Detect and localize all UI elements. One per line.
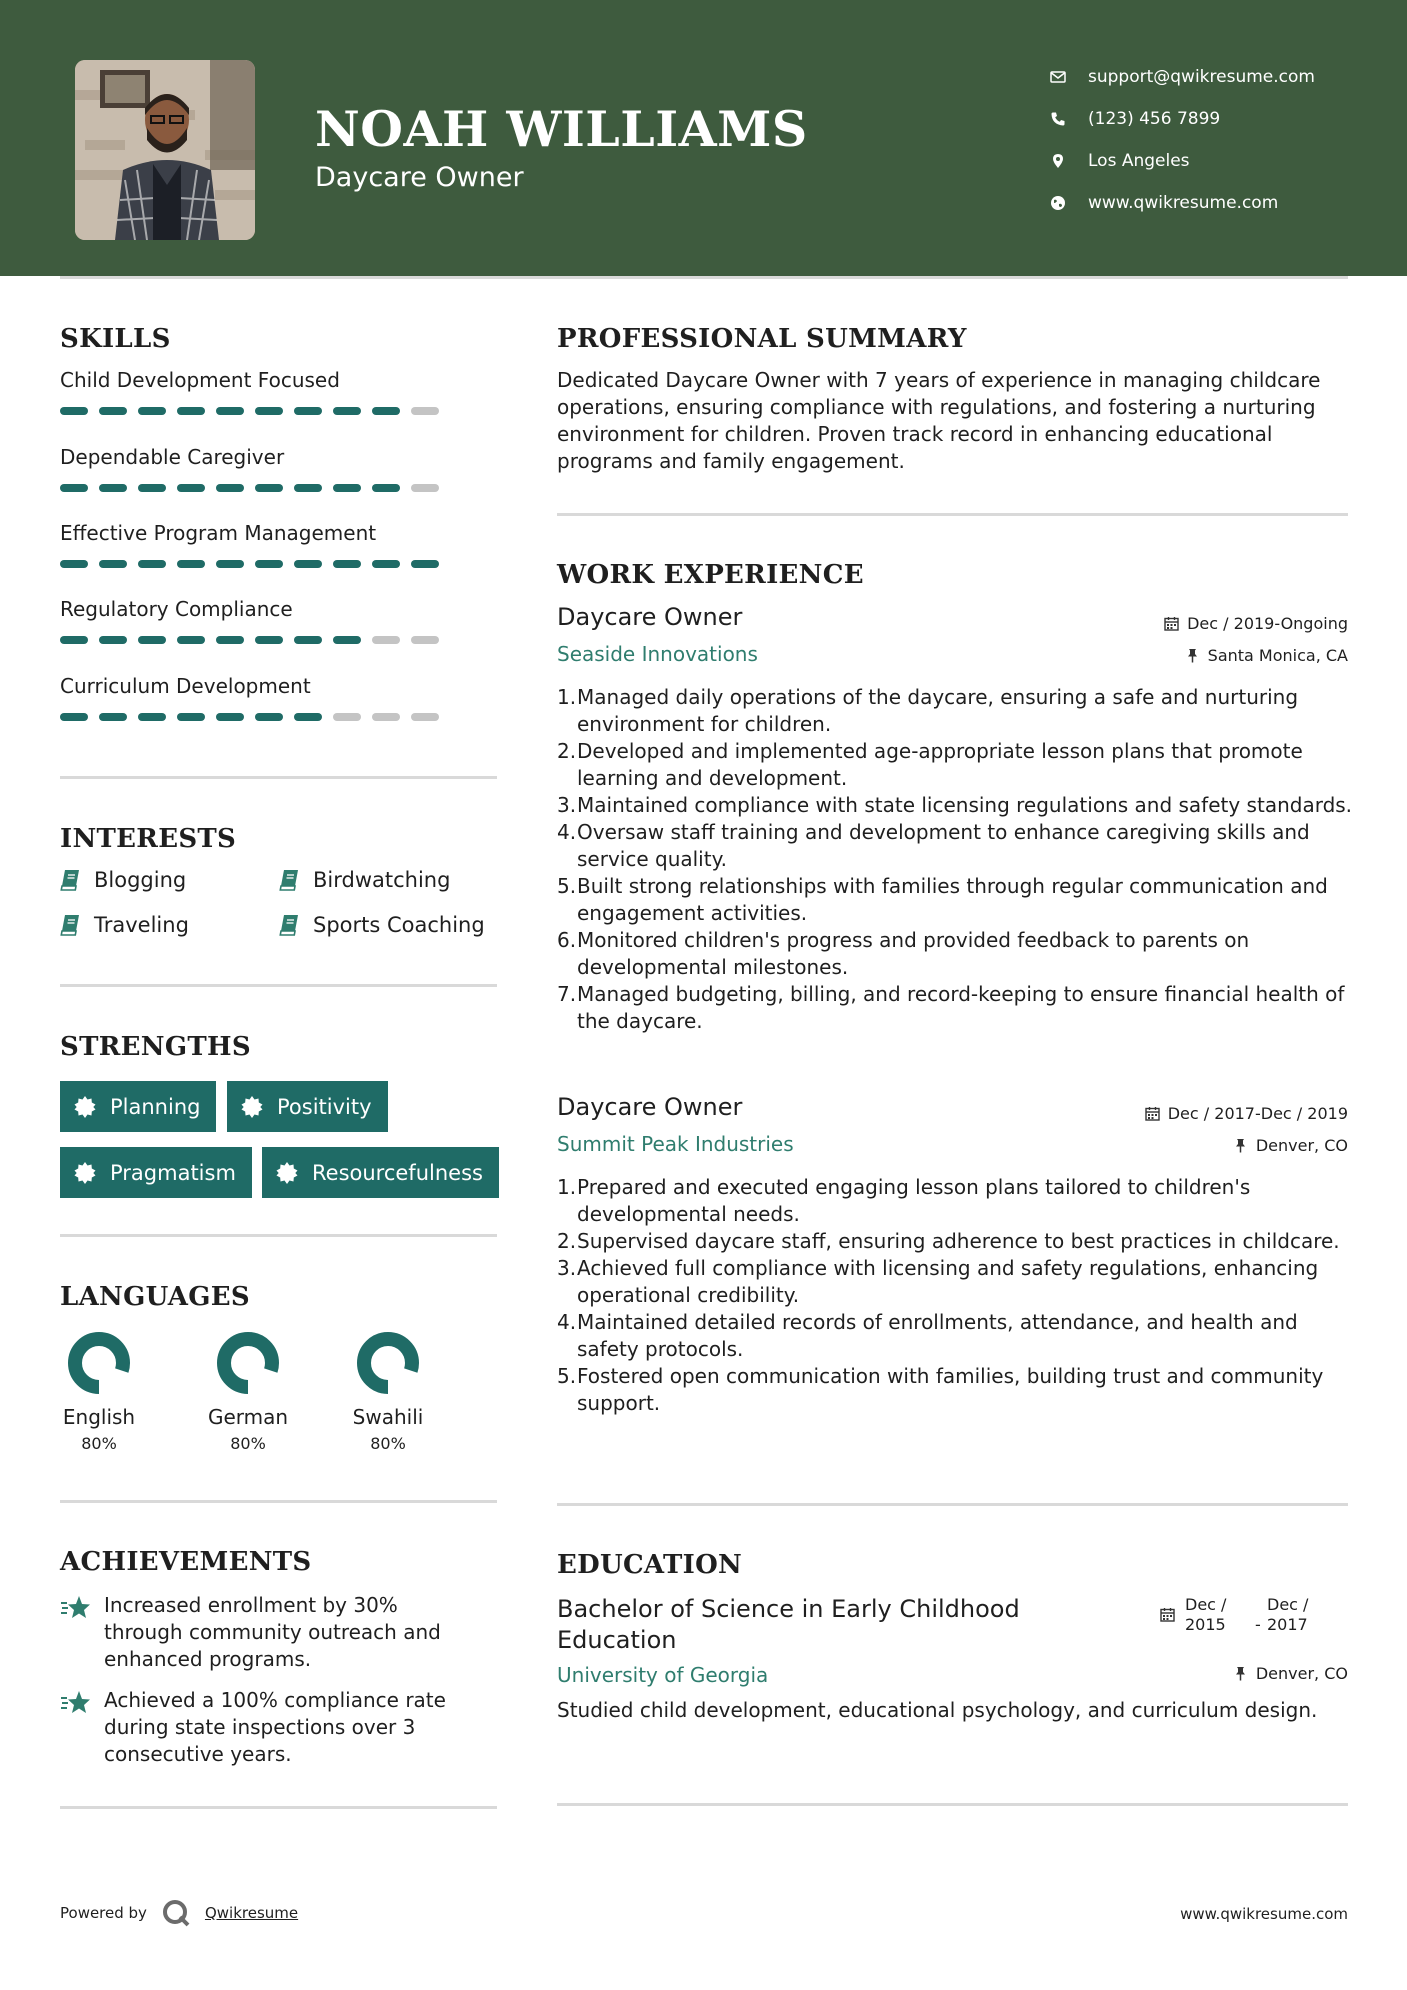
interest-item xyxy=(279,868,450,892)
skill-dash-filled xyxy=(372,484,400,492)
skill-dash-filled xyxy=(216,407,244,415)
contact-website-text: www.qwikresume.com xyxy=(1088,193,1279,213)
strength-tag xyxy=(262,1147,499,1198)
company-name: Summit Peak Industries xyxy=(557,1132,794,1156)
job-title: Daycare Owner xyxy=(557,1093,743,1121)
duty-item xyxy=(557,684,1357,738)
language-name: Swahili xyxy=(352,1405,424,1429)
date-separator xyxy=(1255,1595,1267,1635)
resume-header xyxy=(0,0,1407,276)
book-icon xyxy=(60,914,80,936)
powered-by-text: Powered by xyxy=(60,1904,147,1922)
skill-dash-filled xyxy=(138,560,166,568)
job-duties-list xyxy=(557,684,1357,1035)
interest-label: Traveling xyxy=(94,913,189,937)
skill-dash-empty xyxy=(372,636,400,644)
skill-dash-filled xyxy=(99,560,127,568)
section-divider xyxy=(557,1503,1348,1506)
skill-dash-filled xyxy=(177,560,205,568)
skill-dash-filled xyxy=(216,484,244,492)
duty-item xyxy=(557,1228,1357,1255)
interest-label: Sports Coaching xyxy=(313,913,485,937)
skill-dash-filled xyxy=(255,407,283,415)
duty-text: Built strong relationships with families through regular communication and engagement activities. xyxy=(577,874,1328,925)
job-dates-text: Dec / 2017-Dec / 2019 xyxy=(1167,1104,1348,1123)
company-name: Seaside Innovations xyxy=(557,642,758,666)
language-item xyxy=(328,1331,448,1453)
skill-dash-filled xyxy=(333,636,361,644)
skill-dash-filled xyxy=(60,636,88,644)
degree-line-1: Bachelor of Science in Early Childhood xyxy=(557,1595,1020,1623)
duty-text: Monitored children's progress and provided feedback to parents on developmental milestones. xyxy=(577,928,1250,979)
achievement-text: Achieved a 100% compliance rate during state inspections over 3 consecutive years. xyxy=(104,1688,446,1766)
section-divider xyxy=(60,1234,497,1237)
contact-website[interactable] xyxy=(1050,182,1315,224)
section-divider xyxy=(557,513,1348,516)
skill-rating xyxy=(60,484,439,492)
duty-number: 5. xyxy=(557,874,577,898)
strength-tag xyxy=(60,1081,216,1132)
duty-item xyxy=(557,738,1357,792)
footer-powered-by xyxy=(60,1898,298,1928)
duty-number: 3. xyxy=(557,793,577,817)
achievement-item xyxy=(60,1592,480,1673)
skill-item xyxy=(60,521,460,545)
education-location-text: Denver, CO xyxy=(1255,1664,1348,1683)
section-divider xyxy=(60,776,497,779)
skill-dash-empty xyxy=(411,484,439,492)
strength-label: Pragmatism xyxy=(110,1160,236,1185)
skill-dash-filled xyxy=(60,407,88,415)
achievement-item xyxy=(60,1687,480,1768)
skill-dash-filled xyxy=(177,713,205,721)
job-dates xyxy=(1164,614,1348,633)
language-percent: 80% xyxy=(230,1434,266,1453)
duty-number: 1. xyxy=(557,685,577,709)
badge-icon xyxy=(241,1096,263,1118)
duty-text: Prepared and executed engaging lesson plans tailored to children's developmental needs. xyxy=(577,1175,1251,1226)
location-pin-icon xyxy=(1050,153,1066,169)
skill-dash-filled xyxy=(99,636,127,644)
duty-number: 4. xyxy=(557,1310,577,1334)
duty-number: 4. xyxy=(557,820,577,844)
duty-item xyxy=(557,1174,1357,1228)
skill-dash-filled xyxy=(333,484,361,492)
interest-item xyxy=(60,868,186,892)
contact-phone-text: (123) 456 7899 xyxy=(1088,109,1221,129)
duty-number: 7. xyxy=(557,982,577,1006)
contact-location xyxy=(1050,140,1315,182)
skill-item xyxy=(60,597,460,621)
section-divider xyxy=(557,1803,1348,1806)
skill-dash-filled xyxy=(255,636,283,644)
calendar-icon xyxy=(1145,1106,1160,1121)
candidate-role: Daycare Owner xyxy=(315,162,524,193)
duty-item xyxy=(557,1309,1357,1363)
strength-tag xyxy=(60,1147,252,1198)
education-description: Studied child development, educational psychology, and curriculum design. xyxy=(557,1698,1318,1722)
skill-dash-filled xyxy=(177,636,205,644)
section-divider xyxy=(60,1806,497,1809)
skill-dash-filled xyxy=(60,484,88,492)
job-dates xyxy=(1145,1104,1348,1123)
pushpin-icon xyxy=(1233,1666,1248,1681)
skill-item xyxy=(60,445,460,469)
duty-item xyxy=(557,927,1357,981)
skill-dash-filled xyxy=(216,636,244,644)
envelope-icon xyxy=(1050,69,1066,85)
language-percent: 80% xyxy=(81,1434,117,1453)
achievements-heading: ACHIEVEMENTS xyxy=(60,1547,312,1577)
book-icon xyxy=(60,869,80,891)
contact-list xyxy=(1050,56,1315,224)
education-end-date xyxy=(1267,1595,1337,1635)
skill-dash-filled xyxy=(411,560,439,568)
skill-dash-empty xyxy=(411,407,439,415)
duty-text: Developed and implemented age-appropriate lesson plans that promote learning and development. xyxy=(577,739,1303,790)
badge-icon xyxy=(74,1162,96,1184)
duty-text: Fostered open communication with families, building trust and community support. xyxy=(577,1364,1324,1415)
skill-name: Child Development Focused xyxy=(60,368,340,392)
calendar-icon xyxy=(1160,1607,1175,1622)
skill-dash-empty xyxy=(333,713,361,721)
badge-icon xyxy=(74,1096,96,1118)
languages-heading: LANGUAGES xyxy=(60,1282,250,1312)
duty-number: 2. xyxy=(557,739,577,763)
duty-text: Maintained detailed records of enrollments, attendance, and health and safety protocols. xyxy=(577,1310,1298,1361)
strength-label: Resourcefulness xyxy=(312,1160,483,1185)
phone-icon xyxy=(1050,111,1066,127)
duty-item xyxy=(557,873,1357,927)
language-item xyxy=(188,1331,308,1453)
skill-dash-filled xyxy=(294,407,322,415)
skill-dash-filled xyxy=(138,636,166,644)
skill-dash-empty xyxy=(411,636,439,644)
duty-number: 3. xyxy=(557,1256,577,1280)
start-year: 2015 xyxy=(1185,1615,1226,1634)
skill-dash-filled xyxy=(216,560,244,568)
skill-dash-filled xyxy=(372,407,400,415)
skill-name: Dependable Caregiver xyxy=(60,445,285,469)
education-dates xyxy=(1160,1595,1337,1635)
skill-dash-filled xyxy=(138,484,166,492)
language-progress-ring xyxy=(216,1331,280,1395)
skill-dash-filled xyxy=(177,407,205,415)
duty-number: 5. xyxy=(557,1364,577,1388)
job-title: Daycare Owner xyxy=(557,603,743,631)
strength-label: Positivity xyxy=(277,1094,372,1119)
skill-dash-filled xyxy=(294,713,322,721)
start-month: Dec / xyxy=(1185,1595,1227,1614)
language-item xyxy=(39,1331,159,1453)
skill-name: Effective Program Management xyxy=(60,521,377,545)
interest-item xyxy=(279,913,485,937)
skill-dash-filled xyxy=(333,407,361,415)
interest-label: Blogging xyxy=(94,868,187,892)
skill-dash-filled xyxy=(333,560,361,568)
candidate-name: NOAH WILLIAMS xyxy=(315,100,808,158)
school-name: University of Georgia xyxy=(557,1663,769,1687)
section-divider xyxy=(60,1500,497,1503)
duty-text: Managed budgeting, billing, and record-keeping to ensure financial health of the daycare. xyxy=(577,982,1345,1033)
skill-item xyxy=(60,368,460,392)
end-year: 2017 xyxy=(1267,1615,1308,1634)
contact-email[interactable] xyxy=(1050,56,1315,98)
profile-photo xyxy=(75,60,255,240)
skill-dash-filled xyxy=(294,484,322,492)
skill-dash-filled xyxy=(99,484,127,492)
skill-dash-filled xyxy=(177,484,205,492)
duty-item xyxy=(557,1255,1357,1309)
interest-item xyxy=(60,913,189,937)
skill-dash-empty xyxy=(372,713,400,721)
star-achievement-icon xyxy=(60,1594,92,1622)
duty-item xyxy=(557,792,1357,819)
skill-dash-filled xyxy=(60,713,88,721)
summary-heading: PROFESSIONAL SUMMARY xyxy=(557,324,967,354)
skill-dash-filled xyxy=(372,560,400,568)
skill-name: Curriculum Development xyxy=(60,674,311,698)
date-separator-text: - xyxy=(1255,1615,1261,1634)
duty-text: Managed daily operations of the daycare, ensuring a safe and nurturing environment for children. xyxy=(577,685,1299,736)
contact-email-text: support@qwikresume.com xyxy=(1088,67,1315,87)
skill-dash-filled xyxy=(255,713,283,721)
pushpin-icon xyxy=(1233,1138,1248,1153)
skill-name: Regulatory Compliance xyxy=(60,597,293,621)
job-location xyxy=(1233,1136,1348,1155)
strength-tag xyxy=(227,1081,388,1132)
pushpin-icon xyxy=(1185,648,1200,663)
section-divider xyxy=(60,984,497,987)
duty-item xyxy=(557,981,1357,1035)
skill-dash-filled xyxy=(294,560,322,568)
skill-rating xyxy=(60,407,439,415)
achievement-text: Increased enrollment by 30% through community outreach and enhanced programs. xyxy=(104,1593,441,1671)
duty-number: 2. xyxy=(557,1229,577,1253)
skill-dash-filled xyxy=(294,636,322,644)
book-icon xyxy=(279,914,299,936)
skill-dash-filled xyxy=(216,713,244,721)
qwikresume-link[interactable]: Qwikresume xyxy=(204,1904,299,1922)
duty-text: Achieved full compliance with licensing and safety regulations, enhancing operational credibility. xyxy=(577,1256,1319,1307)
language-progress-ring xyxy=(67,1331,131,1395)
contact-phone[interactable] xyxy=(1050,98,1315,140)
calendar-icon xyxy=(1164,616,1179,631)
language-progress-ring xyxy=(356,1331,420,1395)
job-location xyxy=(1185,646,1348,665)
header-divider xyxy=(60,276,1348,279)
skill-dash-filled xyxy=(138,407,166,415)
education-heading: EDUCATION xyxy=(557,1550,743,1580)
skill-rating xyxy=(60,636,439,644)
language-name: English xyxy=(62,1405,136,1429)
degree-line-2: Education xyxy=(557,1626,677,1654)
duty-text: Oversaw staff training and development to enhance caregiving skills and service quality. xyxy=(577,820,1310,871)
degree-title xyxy=(557,1594,1020,1656)
job-location-text: Denver, CO xyxy=(1255,1136,1348,1155)
footer-website[interactable]: www.qwikresume.com xyxy=(1180,1905,1348,1923)
skill-dash-empty xyxy=(411,713,439,721)
interests-heading: INTERESTS xyxy=(60,824,237,854)
language-name: German xyxy=(207,1405,289,1429)
education-start-date xyxy=(1185,1595,1255,1635)
summary-text: Dedicated Daycare Owner with 7 years of experience in managing childcare operations, ensuring compliance with regulations, and fostering a nurturing environment for children. Proven track record in enhancing educational programs and family engagement. xyxy=(557,368,1321,473)
end-month: Dec / xyxy=(1267,1595,1309,1614)
star-achievement-icon xyxy=(60,1689,92,1717)
skill-dash-filled xyxy=(255,484,283,492)
badge-icon xyxy=(276,1162,298,1184)
qwikresume-logo-icon xyxy=(161,1898,191,1928)
education-location xyxy=(1233,1664,1348,1683)
skill-dash-filled xyxy=(99,713,127,721)
duty-item xyxy=(557,819,1357,873)
duty-text: Maintained compliance with state licensing regulations and safety standards. xyxy=(577,793,1353,817)
job-duties-list xyxy=(557,1174,1357,1417)
job-dates-text: Dec / 2019-Ongoing xyxy=(1187,614,1348,633)
interest-label: Birdwatching xyxy=(313,868,451,892)
language-percent: 80% xyxy=(370,1434,406,1453)
skill-dash-filled xyxy=(255,560,283,568)
duty-number: 6. xyxy=(557,928,577,952)
skill-dash-filled xyxy=(99,407,127,415)
duty-text: Supervised daycare staff, ensuring adherence to best practices in childcare. xyxy=(577,1229,1340,1253)
skill-rating xyxy=(60,713,439,721)
book-icon xyxy=(279,869,299,891)
skill-item xyxy=(60,674,460,698)
skill-dash-filled xyxy=(60,560,88,568)
strengths-heading: STRENGTHS xyxy=(60,1032,251,1062)
job-location-text: Santa Monica, CA xyxy=(1207,646,1348,665)
contact-location-text: Los Angeles xyxy=(1088,151,1190,171)
experience-heading: WORK EXPERIENCE xyxy=(557,560,864,590)
skills-heading: SKILLS xyxy=(60,324,171,354)
strength-label: Planning xyxy=(110,1094,201,1119)
duty-number: 1. xyxy=(557,1175,577,1199)
globe-icon xyxy=(1050,195,1066,211)
skill-rating xyxy=(60,560,439,568)
duty-item xyxy=(557,1363,1357,1417)
skill-dash-filled xyxy=(138,713,166,721)
